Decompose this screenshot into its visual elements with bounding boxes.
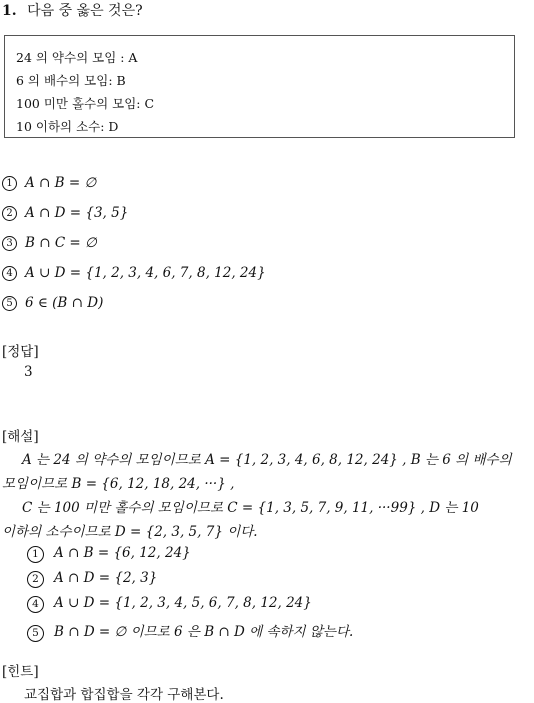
explanation-item-4 (27, 595, 312, 613)
explanation-line-2: 모임이므로 B = {6, 12, 18, 24, ···} , (2, 476, 235, 492)
box-line-a: 24 의 약수의 모임 : A (16, 50, 138, 65)
choice-2-text: A ∩ D = {3, 5} (25, 205, 129, 221)
explanation-header: [해설] (2, 429, 39, 445)
explanation-item-4-text: A ∪ D = {1, 2, 3, 4, 5, 6, 7, 8, 12, 24} (54, 595, 312, 611)
hint-header: [힌트] (2, 664, 39, 680)
choice-4-text: A ∪ D = {1, 2, 3, 4, 6, 7, 8, 12, 24} (25, 265, 266, 281)
explanation-line-3: C 는 100 미만 홀수의 모임이므로 C = {1, 3, 5, 7, 9, 11, ···99} , D 는 10 (22, 500, 479, 516)
definition-box (4, 35, 515, 138)
circled-number-2: 2 (2, 206, 17, 221)
circled-number-3: 3 (2, 236, 17, 251)
question-title (2, 0, 143, 20)
hint-text: 교집합과 합집합을 각각 구해본다. (24, 687, 224, 703)
choice-1-text: A ∩ B = ∅ (25, 175, 97, 191)
question-number: 1. (2, 3, 17, 19)
answer-header: [정답] (2, 344, 39, 360)
circled-number-4: 4 (27, 596, 44, 613)
answer-value: 3 (24, 364, 33, 380)
question-text: 다음 중 옳은 것은? (27, 3, 143, 19)
explanation-item-1 (27, 545, 191, 563)
choice-2[interactable] (2, 205, 128, 221)
choice-3[interactable] (2, 235, 97, 251)
explanation-line-1: A 는 24 의 약수의 모임이므로 A = {1, 2, 3, 4, 6, 8, 12, 24} , B 는 6 의 배수의 (22, 452, 512, 468)
choice-4[interactable] (2, 265, 266, 281)
explanation-item-5-text: B ∩ D = ∅ 이므로 6 은 B ∩ D 에 속하지 않는다. (54, 624, 354, 640)
choice-5[interactable] (2, 295, 103, 311)
circled-number-5: 5 (27, 625, 44, 642)
circled-number-2: 2 (27, 571, 44, 588)
circled-number-5: 5 (2, 296, 17, 311)
box-line-d: 10 이하의 소수: D (16, 119, 119, 134)
explanation-item-2-text: A ∩ D = {2, 3} (54, 570, 158, 586)
explanation-item-5 (27, 620, 353, 642)
circled-number-4: 4 (2, 266, 17, 281)
explanation-line-4: 이하의 소수이므로 D = {2, 3, 5, 7} 이다. (2, 524, 258, 540)
box-line-c: 100 미만 홀수의 모임: C (16, 96, 155, 111)
box-line-b: 6 의 배수의 모임: B (16, 73, 126, 88)
choice-5-text: 6 ∈ (B ∩ D) (25, 295, 104, 311)
choice-1[interactable] (2, 175, 96, 191)
circled-number-1: 1 (27, 546, 44, 563)
choice-3-text: B ∩ C = ∅ (25, 235, 97, 251)
explanation-item-1-text: A ∩ B = {6, 12, 24} (54, 545, 191, 561)
circled-number-1: 1 (2, 176, 17, 191)
explanation-item-2 (27, 570, 157, 588)
